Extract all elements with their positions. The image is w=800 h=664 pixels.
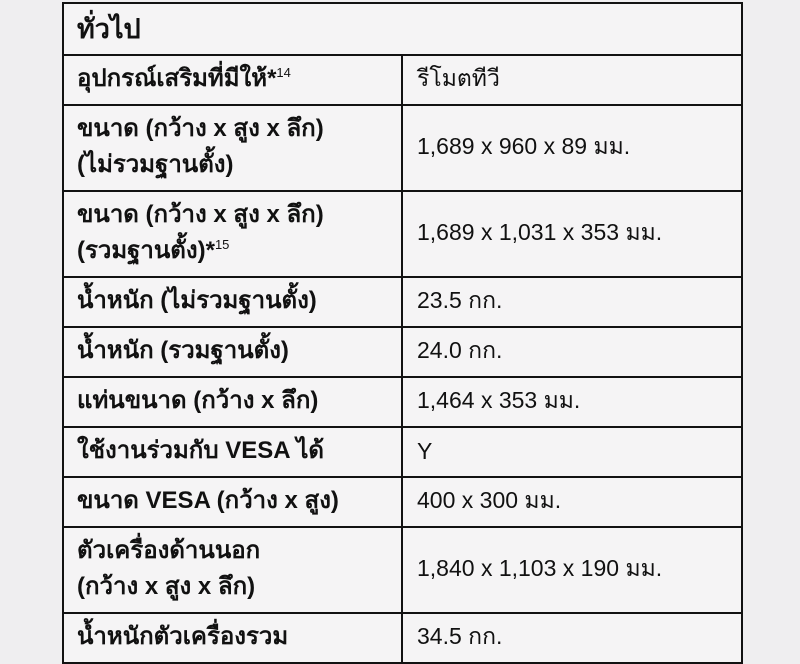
table-row bbox=[63, 327, 742, 377]
spec-label: ขนาด (กว้าง x สูง x ลึก) (รวมฐานตั้ง)*$^{15}$ bbox=[63, 191, 402, 277]
table-row bbox=[63, 477, 742, 527]
spec-value: 34.5 กก. bbox=[402, 613, 742, 663]
spec-value: 23.5 กก. bbox=[402, 277, 742, 327]
spec-value: 1,464 x 353 มม. bbox=[402, 377, 742, 427]
table-row bbox=[63, 105, 742, 191]
spec-value: 24.0 กก. bbox=[402, 327, 742, 377]
spec-value: 1,840 x 1,103 x 190 มม. bbox=[402, 527, 742, 613]
table-title: ทั่วไป bbox=[63, 3, 742, 55]
table-row bbox=[63, 377, 742, 427]
footnote-marker: 15 bbox=[214, 237, 230, 252]
spec-label: น้ำหนัก (ไม่รวมฐานตั้ง) bbox=[63, 277, 402, 327]
table-row bbox=[63, 527, 742, 613]
spec-label: แท่นขนาด (กว้าง x ลึก) bbox=[63, 377, 402, 427]
spec-label: น้ำหนักตัวเครื่องรวม bbox=[63, 613, 402, 663]
table-row bbox=[63, 277, 742, 327]
footnote-marker: 14 bbox=[276, 65, 291, 80]
spec-label: อุปกรณ์เสริมที่มีให้*$^{14}$ bbox=[63, 55, 402, 105]
table-title-row bbox=[63, 3, 742, 55]
spec-value: 400 x 300 มม. bbox=[402, 477, 742, 527]
spec-value: รีโมตทีวี bbox=[402, 55, 742, 105]
table-row bbox=[63, 613, 742, 663]
table-row bbox=[63, 55, 742, 105]
spec-value: 1,689 x 1,031 x 353 มม. bbox=[402, 191, 742, 277]
general-specs-table bbox=[62, 2, 743, 664]
spec-label: ใช้งานร่วมกับ VESA ได้ bbox=[63, 427, 402, 477]
table-row bbox=[63, 427, 742, 477]
spec-label: ขนาด VESA (กว้าง x สูง) bbox=[63, 477, 402, 527]
spec-label: ขนาด (กว้าง x สูง x ลึก) (ไม่รวมฐานตั้ง) bbox=[63, 105, 402, 191]
spec-label: น้ำหนัก (รวมฐานตั้ง) bbox=[63, 327, 402, 377]
spec-label: ตัวเครื่องด้านนอก (กว้าง x สูง x ลึก) bbox=[63, 527, 402, 613]
spec-value: 1,689 x 960 x 89 มม. bbox=[402, 105, 742, 191]
spec-value: Y bbox=[402, 427, 742, 477]
table-row bbox=[63, 191, 742, 277]
